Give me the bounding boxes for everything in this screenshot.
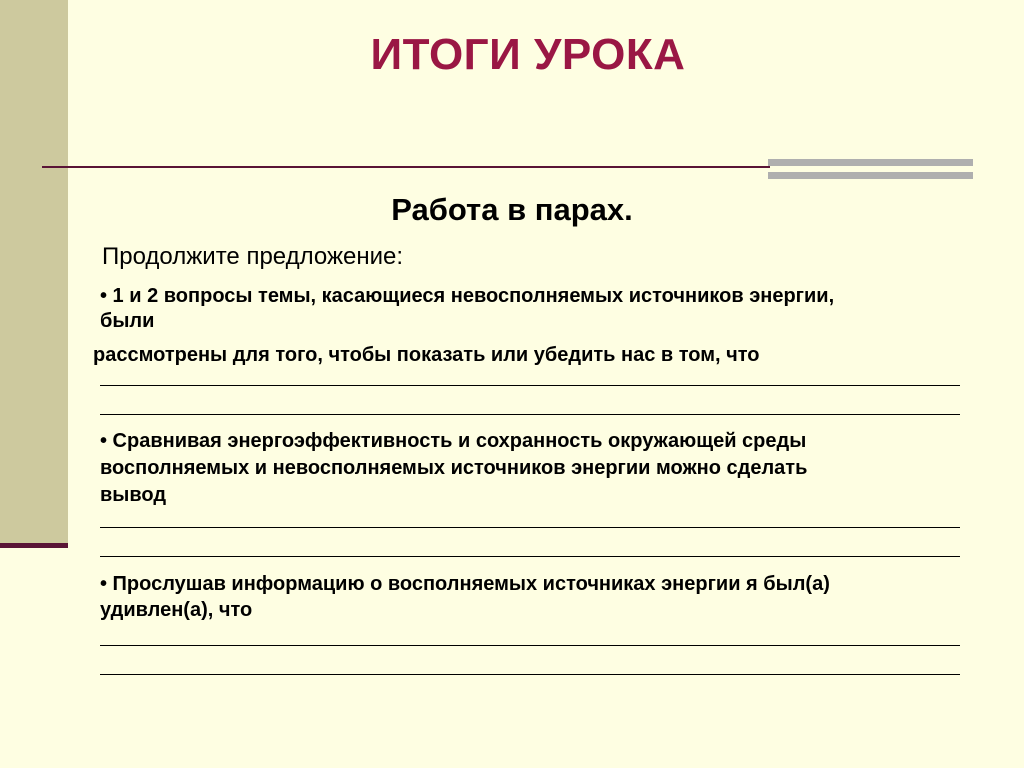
slide-subtitle: Работа в парах. <box>391 192 633 227</box>
answer-blank-1b[interactable] <box>100 414 960 415</box>
side-decoration-bar <box>0 543 68 548</box>
intro-text: Продолжите предложение: <box>102 243 404 270</box>
divider-accent-top <box>768 159 973 166</box>
answer-blank-2b[interactable] <box>100 556 960 557</box>
side-decoration-strip <box>0 0 68 548</box>
slide-title: ИТОГИ УРОКА <box>370 30 686 79</box>
answer-blank-3a[interactable] <box>100 645 960 646</box>
divider-accent-bottom <box>768 172 973 179</box>
answer-blank-1a[interactable] <box>100 385 960 386</box>
item-2-line-3: вывод <box>100 484 167 506</box>
answer-blank-3b[interactable] <box>100 674 960 675</box>
answer-blank-2a[interactable] <box>100 527 960 528</box>
title-divider <box>42 166 770 168</box>
item-1-line-3: рассмотрены для того, чтобы показать или убедить нас в том, что <box>93 344 760 366</box>
item-1-line-2: были <box>100 310 155 332</box>
item-1-line-1: • 1 и 2 вопросы темы, касающиеся невосполняемых источников энергии, <box>100 285 835 307</box>
item-2-line-2: восполняемых и невосполняемых источников энергии можно сделать <box>100 457 808 479</box>
item-3-line-1: • Прослушав информацию о восполняемых источниках энергии я был(а) <box>100 573 830 595</box>
item-3-line-2: удивлен(а), что <box>100 599 253 621</box>
item-2-line-1: • Сравнивая энергоэффективность и сохранность окружающей среды <box>100 430 807 452</box>
